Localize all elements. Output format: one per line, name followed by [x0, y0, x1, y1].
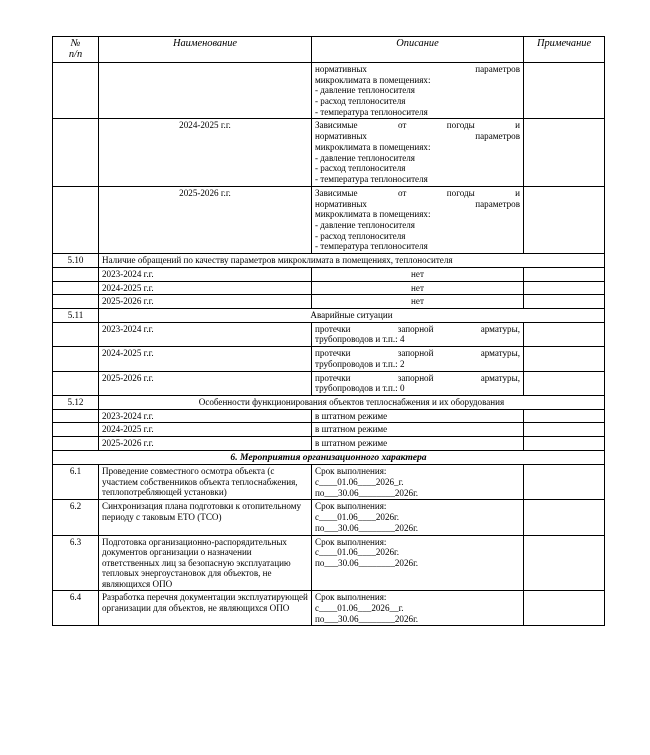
cell-note — [524, 500, 605, 535]
cell-note — [524, 437, 605, 451]
cell-value: нет — [312, 267, 524, 281]
cell-note — [524, 295, 605, 309]
cell-number: 6.3 — [53, 535, 99, 591]
desc-line1: Зависимые от погоды и — [315, 120, 520, 131]
cell-note — [524, 322, 605, 346]
cell-title-5-10: Наличие обращений по качеству параметров микроклимата в помещениях, теплоносителя — [99, 254, 605, 268]
cell-value: в штатном режиме — [312, 423, 524, 437]
cell-value — [312, 347, 524, 371]
cell-number — [53, 371, 99, 395]
cell-note — [524, 591, 605, 626]
table-row — [53, 267, 605, 281]
cell-name-year: 2024-2025 г.г. — [99, 423, 312, 437]
section-row-5-11 — [53, 308, 605, 322]
cell-name-year: 2023-2024 г.г. — [99, 267, 312, 281]
cell-number — [53, 437, 99, 451]
desc-line1: Зависимые от погоды и — [315, 187, 520, 198]
term-to: по___30.06________2026г. — [315, 522, 419, 533]
cell-note — [524, 186, 605, 253]
cell-number — [53, 281, 99, 295]
cell-name: Разработка перечня документации эксплуатирующей организации для объектов, не являющихся ОПО — [99, 591, 312, 626]
cell-note — [524, 281, 605, 295]
cell-note — [524, 423, 605, 437]
term-to: по___30.06________2026г. — [315, 613, 419, 624]
value-line1: протечки запорной арматуры, — [315, 348, 520, 359]
table-row — [53, 591, 605, 626]
term-to: по___30.06________2026г. — [315, 487, 419, 498]
term-title: Срок выполнения: — [315, 592, 387, 603]
cell-term — [312, 591, 524, 626]
desc-line2: нормативных параметров — [315, 198, 520, 209]
desc-item-0: - давление теплоносителя — [315, 152, 415, 163]
cell-name-year: 2024-2025 г.г. — [99, 119, 312, 186]
cell-name: Проведение совместного осмотра объекта (с участием собственников объекта теплоснабжения, теплопотребляющей установки) — [99, 465, 312, 500]
table-header-row — [53, 37, 605, 63]
desc-item-2: - температура теплоносителя — [315, 174, 428, 185]
cell-note — [524, 119, 605, 186]
section-row-5-10 — [53, 254, 605, 268]
cell-number-5-12: 5.12 — [53, 396, 99, 410]
cell-number: 6.2 — [53, 500, 99, 535]
table-row — [53, 281, 605, 295]
cell-number: 6.4 — [53, 591, 99, 626]
table-row — [53, 465, 605, 500]
table-row — [53, 347, 605, 371]
cell-name: Синхронизация плана подготовки к отопительному периоду с таковым ЕТО (ТСО) — [99, 500, 312, 535]
term-title: Срок выполнения: — [315, 466, 387, 477]
table-row-continued — [53, 62, 605, 119]
cell-name-year: 2024-2025 г.г. — [99, 281, 312, 295]
cell-value: нет — [312, 281, 524, 295]
cell-note — [524, 535, 605, 591]
section-row-5-12 — [53, 396, 605, 410]
table-row — [53, 371, 605, 395]
table-row — [53, 322, 605, 346]
cell-name-year: 2025-2026 г.г. — [99, 371, 312, 395]
table-row — [53, 295, 605, 309]
cell-title-5-11: Аварийные ситуации — [99, 308, 605, 322]
cell-number — [53, 295, 99, 309]
desc-item-0: - давление теплоносителя — [315, 219, 415, 230]
cell-note — [524, 371, 605, 395]
cell-note — [524, 347, 605, 371]
cell-term — [312, 465, 524, 500]
table-row — [53, 423, 605, 437]
term-from: с____01.06___2026__г. — [315, 602, 404, 613]
cell-value — [312, 322, 524, 346]
cell-note — [524, 465, 605, 500]
table-row — [53, 535, 605, 591]
header-cell-description: Описание — [312, 37, 524, 63]
value-line2: трубопроводов и т.п.: 2 — [315, 358, 405, 369]
cell-description-continued — [312, 62, 524, 119]
main-table — [52, 36, 605, 626]
desc-item-2: - температура теплоносителя — [315, 241, 428, 252]
cell-number — [53, 119, 99, 186]
cell-number-empty — [53, 62, 99, 119]
cell-value: в штатном режиме — [312, 409, 524, 423]
table-row — [53, 409, 605, 423]
continued-item-1: - расход теплоносителя — [315, 96, 406, 107]
cell-number — [53, 267, 99, 281]
term-from: с____01.06____2026г. — [315, 512, 400, 523]
cell-name-empty — [99, 62, 312, 119]
term-title: Срок выполнения: — [315, 536, 387, 547]
cell-name-year: 2023-2024 г.г. — [99, 409, 312, 423]
desc-item-1: - расход теплоносителя — [315, 163, 406, 174]
header-number-line1: № — [70, 38, 81, 49]
value-line2: трубопроводов и т.п.: 4 — [315, 334, 405, 345]
cell-name-year: 2023-2024 г.г. — [99, 322, 312, 346]
desc-line3: микроклимата в помещениях: — [315, 141, 431, 152]
cell-number — [53, 409, 99, 423]
cell-number — [53, 322, 99, 346]
header-cell-note: Примечание — [524, 37, 605, 63]
value-line1: протечки запорной арматуры, — [315, 323, 520, 334]
cell-value: нет — [312, 295, 524, 309]
table-row — [53, 186, 605, 253]
value-line1: протечки запорной арматуры, — [315, 372, 520, 383]
desc-line2: нормативных параметров — [315, 131, 520, 142]
cell-number — [53, 423, 99, 437]
term-title: Срок выполнения: — [315, 501, 387, 512]
cell-title-5-12: Особенности функционирования объектов теплоснабжения и их оборудования — [99, 396, 605, 410]
table-row — [53, 119, 605, 186]
cell-number-5-11: 5.11 — [53, 308, 99, 322]
desc-item-1: - расход теплоносителя — [315, 230, 406, 241]
cell-note — [524, 409, 605, 423]
cell-number — [53, 186, 99, 253]
cell-name: Подготовка организационно-распорядительных документов организации о назначении ответственных лиц за безопасную эксплуатацию тепловых энергоустановок для объектов, не являющихся ОПО — [99, 535, 312, 591]
value-line2: трубопроводов и т.п.: 0 — [315, 383, 405, 394]
section-title-row-6 — [53, 450, 605, 464]
desc-line3: микроклимата в помещениях: — [315, 209, 431, 220]
cell-number — [53, 347, 99, 371]
table-row — [53, 500, 605, 535]
cell-term — [312, 535, 524, 591]
section-6-title: 6. Мероприятия организационного характера — [53, 450, 605, 464]
cell-value — [312, 371, 524, 395]
cell-term — [312, 500, 524, 535]
continued-item-2: - температура теплоносителя — [315, 106, 428, 117]
cell-name-year: 2025-2026 г.г. — [99, 186, 312, 253]
term-to: по___30.06________2026г. — [315, 557, 419, 568]
continued-line2: микроклимата в помещениях: — [315, 74, 431, 85]
header-number-line2: п/п — [68, 49, 83, 61]
header-cell-name: Наименование — [99, 37, 312, 63]
cell-value: в штатном режиме — [312, 437, 524, 451]
header-cell-number — [53, 37, 99, 63]
cell-number: 6.1 — [53, 465, 99, 500]
cell-name-year: 2025-2026 г.г. — [99, 437, 312, 451]
cell-note — [524, 267, 605, 281]
cell-description — [312, 119, 524, 186]
term-from: с____01.06____2026_г. — [315, 476, 404, 487]
cell-note-empty — [524, 62, 605, 119]
cell-number-5-10: 5.10 — [53, 254, 99, 268]
cell-name-year: 2025-2026 г.г. — [99, 295, 312, 309]
table-row — [53, 437, 605, 451]
term-from: с____01.06____2026г. — [315, 547, 400, 558]
cell-description — [312, 186, 524, 253]
cell-name-year: 2024-2025 г.г. — [99, 347, 312, 371]
continued-line1: нормативных параметров — [315, 63, 520, 74]
continued-item-0: - давление теплоносителя — [315, 85, 415, 96]
